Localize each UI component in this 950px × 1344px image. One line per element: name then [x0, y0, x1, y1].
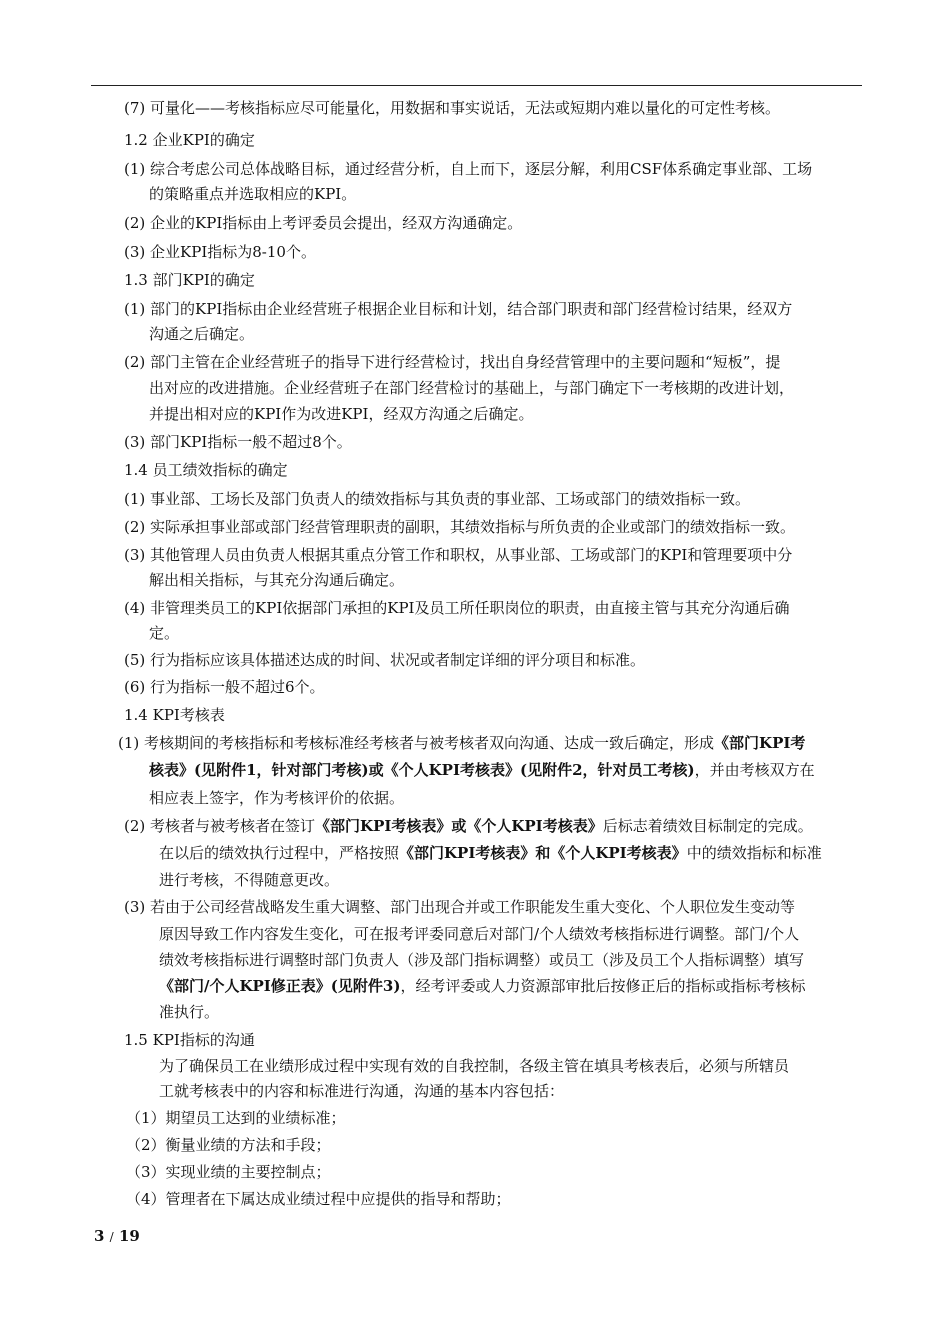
- list-item-continuation: 原因导致工作内容发生变化，可在报考评委同意后对部门/个人绩效考核指标进行调整。部门/个人: [159, 925, 800, 943]
- header-rule: [91, 85, 862, 86]
- list-item: （4）管理者在下属达成业绩过程中应提供的指导和帮助；: [126, 1190, 511, 1208]
- section-heading: 1.3 部门KPI的确定: [124, 271, 255, 289]
- list-item-continuation: 出对应的改进措施。企业经营班子在部门经营检讨的基础上，与部门确定下一考核期的改进计划，: [149, 379, 795, 397]
- list-item-continuation: 《部门/个人KPI修正表》(见附件3)，经考评委或人力资源部审批后按修正后的指标或指标考核标: [159, 977, 806, 995]
- total-pages: 19: [118, 1227, 140, 1245]
- list-item-continuation: 进行考核，不得随意更改。: [159, 871, 340, 889]
- current-page: 3: [94, 1227, 105, 1245]
- page-number: [94, 1227, 140, 1245]
- list-item-continuation: 绩效考核指标进行调整时部门负责人（涉及部门指标调整）或员工（涉及员工个人指标调整）填写: [159, 951, 805, 969]
- list-item: (5) 行为指标应该具体描述达成的时间、状况或者制定详细的评分项目和标准。: [124, 651, 646, 669]
- list-item: (3) 部门KPI指标一般不超过8个。: [124, 433, 352, 451]
- list-item: (2) 企业的KPI指标由上考评委员会提出，经双方沟通确定。: [124, 214, 523, 232]
- list-item-continuation: 解出相关指标，与其充分沟通后确定。: [149, 571, 405, 589]
- list-item: (2) 考核者与被考核者在签订《部门KPI考核表》或《个人KPI考核表》后标志着绩效目标制定的完成。: [124, 817, 813, 835]
- section-heading: 1.2 企业KPI的确定: [124, 131, 255, 149]
- list-item: (1) 事业部、工场长及部门负责人的绩效指标与其负责的事业部、工场或部门的绩效指标一致。: [124, 490, 751, 508]
- list-item-continuation: 的策略重点并选取相应的KPI。: [149, 185, 357, 203]
- list-item: （1）期望员工达到的业绩标准；: [126, 1109, 346, 1127]
- list-item-continuation: 准执行。: [159, 1003, 220, 1021]
- list-item: (3) 若由于公司经营战略发生重大调整、部门出现合并或工作职能发生重大变化、个人职位发生变动等: [124, 898, 796, 916]
- list-item: (3) 企业KPI指标为8-10个。: [124, 243, 316, 261]
- section-heading: 1.4 KPI考核表: [124, 706, 225, 724]
- list-item-continuation: 沟通之后确定。: [149, 325, 255, 343]
- list-item-continuation: 核表》(见附件1，针对部门考核)或《个人KPI考核表》(见附件2，针对员工考核)，并由考核双方在: [149, 761, 815, 779]
- list-item: (1) 部门的KPI指标由企业经营班子根据企业目标和计划，结合部门职责和部门经营检讨结果，经双方: [124, 300, 793, 318]
- list-item: (4) 非管理类员工的KPI依据部门承担的KPI及员工所任职岗位的职责，由直接主管与其充分沟通后确: [124, 599, 790, 617]
- list-item: (7) 可量化——考核指标应尽可能量化，用数据和事实说话，无法或短期内难以量化的可定性考核。: [124, 99, 781, 117]
- list-item: (6) 行为指标一般不超过6个。: [124, 678, 325, 696]
- list-item: (1) 综合考虑公司总体战略目标，通过经营分析，自上而下，逐层分解，利用CSF体系确定事业部、工场: [124, 160, 813, 178]
- list-item: （2）衡量业绩的方法和手段；: [126, 1136, 331, 1154]
- paragraph: 为了确保员工在业绩形成过程中实现有效的自我控制，各级主管在填具考核表后，必须与所辖员: [159, 1057, 790, 1075]
- paragraph: 工就考核表中的内容和标准进行沟通，沟通的基本内容包括：: [159, 1082, 565, 1100]
- list-item-continuation: 定。: [149, 624, 180, 642]
- list-item: (3) 其他管理人员由负责人根据其重点分管工作和职权，从事业部、工场或部门的KPI和管理要项中分: [124, 546, 793, 564]
- list-item: (2) 部门主管在企业经营班子的指导下进行经营检讨，找出自身经营管理中的主要问题和“短板”，提: [124, 353, 781, 371]
- section-heading: 1.4 员工绩效指标的确定: [124, 461, 288, 479]
- list-item: （3）实现业绩的主要控制点；: [126, 1163, 331, 1181]
- list-item: (2) 实际承担事业部或部门经营管理职责的副职，其绩效指标与所负责的企业或部门的绩效指标一致。: [124, 518, 796, 536]
- list-item-continuation: 相应表上签字，作为考核评价的依据。: [149, 789, 405, 807]
- section-heading: 1.5 KPI指标的沟通: [124, 1031, 255, 1049]
- list-item: (1) 考核期间的考核指标和考核标准经考核者与被考核者双向沟通、达成一致后确定，形成《部门KPI考: [118, 734, 806, 752]
- page-separator: /: [109, 1230, 114, 1244]
- list-item-continuation: 在以后的绩效执行过程中，严格按照《部门KPI考核表》和《个人KPI考核表》中的绩效指标和标准: [159, 844, 822, 862]
- list-item-continuation: 并提出相对应的KPI作为改进KPI，经双方沟通之后确定。: [149, 405, 534, 423]
